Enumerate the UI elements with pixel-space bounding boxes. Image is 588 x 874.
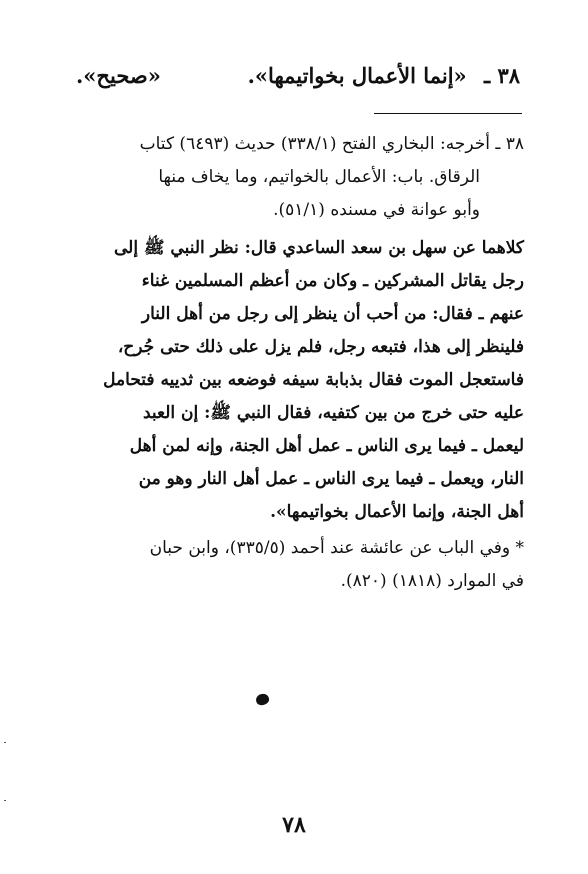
footnote-divider (374, 113, 522, 114)
hadith-line: فلينظر إلى هذا، فتبعه رجل، فلم يزل على ذلك حتى جُرح، (117, 337, 524, 357)
scan-speck (4, 742, 6, 743)
hadith-text-block (62, 232, 524, 529)
hadith-line: عليه حتى خرج من بين كتفيه، فقال النبي ﷺ: إن العبد (142, 403, 524, 423)
takhrij-block (62, 128, 524, 227)
scan-speck (4, 800, 6, 801)
heading-text (248, 63, 520, 88)
hadith-line: أهل الجنة، وإنما الأعمال بخواتيمها». (270, 502, 524, 522)
hadith-line: فاستعجل الموت فقال بذبابة سيفه فوضعه بين ثدييه فتحامل (103, 370, 524, 390)
page-number: ٧٨ (282, 812, 306, 838)
hadith-line: رجل يقاتل المشركين ـ وكان من أعظم المسلمين غناء (141, 271, 524, 291)
heading-number: ٣٨ ـ (483, 62, 520, 88)
takhrij-line: الرقاق. باب: الأعمال بالخواتيم، وما يخاف منها (158, 167, 480, 187)
note-line: في الموارد (١٨١٨) (٨٢٠). (340, 571, 524, 591)
hadith-line: ليعمل ـ فيما يرى الناس ـ عمل أهل الجنة، وإنه لمن أهل (129, 436, 524, 456)
section-end-ornament (255, 693, 270, 707)
hadith-line: النار، ويعمل ـ فيما يرى الناس ـ عمل أهل النار وهو من (138, 469, 524, 489)
related-narrations-note (62, 532, 524, 598)
hadith-grade: «صحيح». (76, 62, 161, 88)
note-line: * وفي الباب عن عائشة عند أحمد (٣٣٥/٥)، وابن حبان (149, 538, 524, 558)
takhrij-text: أخرجه: البخاري الفتح (٣٣٨/١) حديث (٦٤٩٣) كتاب (139, 134, 490, 154)
hadith-line: كلاهما عن سهل بن سعد الساعدي قال: نظر النبي ﷺ إلى (113, 238, 524, 258)
takhrij-line (62, 128, 524, 161)
takhrij-line: وأبو عوانة في مسنده (٥١/١). (273, 200, 480, 220)
hadith-line: عنهم ـ فقال: من أحب أن ينظر إلى رجل من أهل النار (141, 304, 524, 324)
takhrij-number: ٣٨ ـ (495, 134, 524, 154)
heading-title: «إنما الأعمال بخواتيمها». (247, 62, 467, 88)
hadith-heading (76, 58, 520, 92)
